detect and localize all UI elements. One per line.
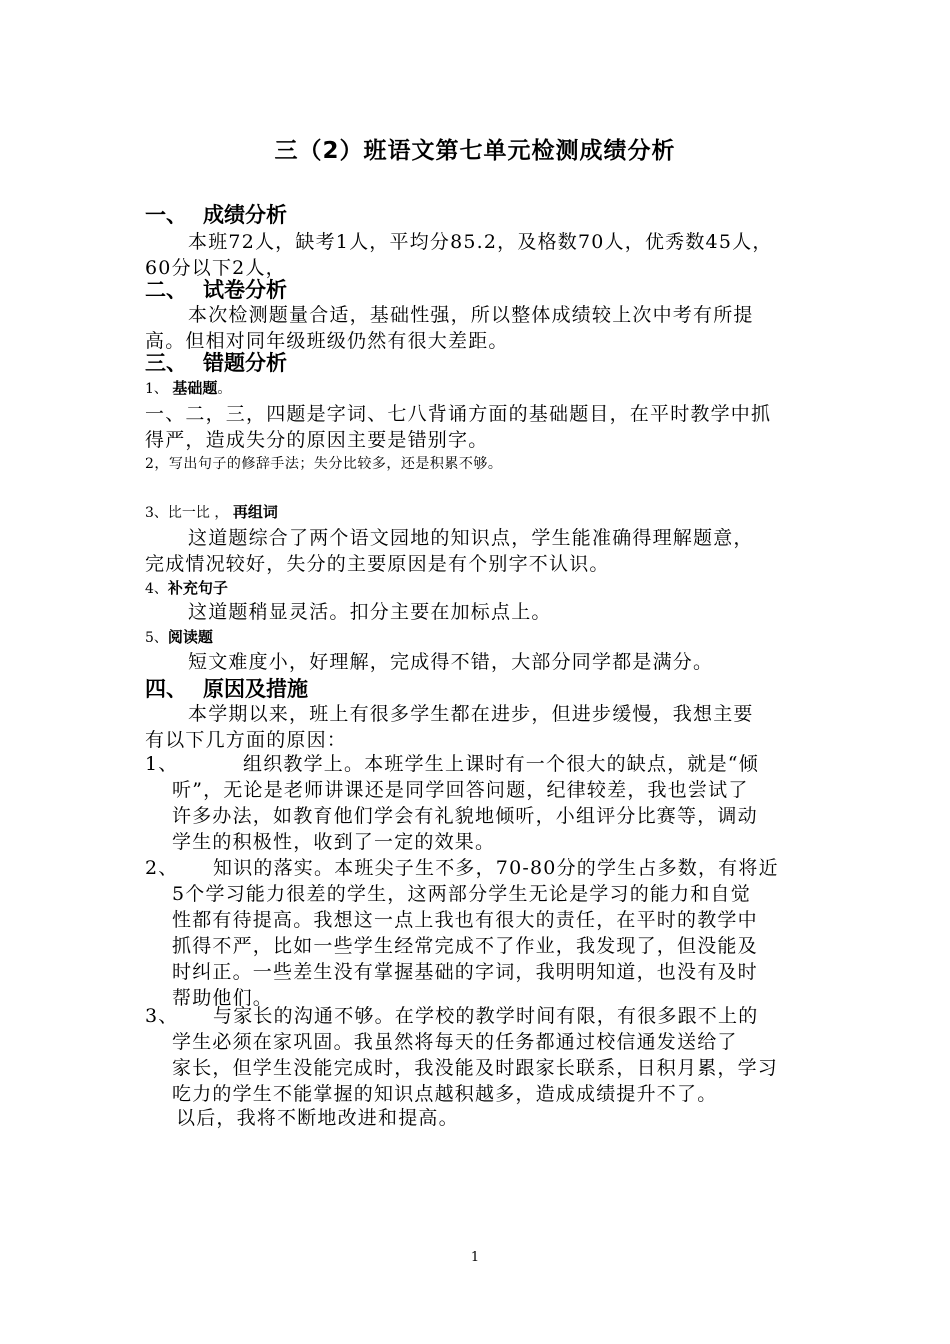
paragraph-line: 完成情况较好，失分的主要原因是有个别字不认识。 xyxy=(145,553,610,575)
item-2-line: 2，写出句子的修辞手法；失分比较多，还是积累不够。 xyxy=(145,456,503,472)
item-3-heading xyxy=(145,501,278,522)
item-5-heading xyxy=(145,626,213,647)
section-number: 二、 xyxy=(145,278,187,302)
paragraph-line: 许多办法，如教育他们学会有礼貌地倾听，小组评分比赛等，调动 xyxy=(172,805,758,827)
section-title: 原因及措施 xyxy=(203,677,308,701)
section-title: 试卷分析 xyxy=(203,278,287,302)
paragraph-line: 一、二，三，四题是字词、七八背诵方面的基础题目，在平时教学中抓 xyxy=(145,403,772,425)
paragraph-line: 听”，无论是老师讲课还是同学回答问题，纪律较差，我也尝试了 xyxy=(172,779,749,801)
closing-line: 以后，我将不断地改进和提高。 xyxy=(176,1107,459,1129)
paragraph-line: 这道题综合了两个语文园地的知识点，学生能准确得理解题意， xyxy=(188,527,754,549)
item-title: 阅读题 xyxy=(167,628,213,646)
section-number: 三、 xyxy=(145,351,187,375)
item-title: 再组词 xyxy=(232,503,278,521)
paragraph-line: 时纠正。一些差生没有掌握基础的字词，我明明知道，也没有及时 xyxy=(172,961,758,983)
paragraph-line: 吃力的学生不能掌握的知识点越积越多，造成成绩提升不了。 xyxy=(172,1083,718,1105)
item-title: 基础题 xyxy=(172,379,218,397)
item-number: 5、 xyxy=(145,630,168,646)
paragraph-line: 家长，但学生没能完成时，我没能及时跟家长联系，日积月累，学习 xyxy=(172,1057,779,1079)
list-number: 1、 xyxy=(145,753,179,775)
paragraph-line: 抓得不严，比如一些学生经常完成不了作业，我发现了，但没能及 xyxy=(172,935,758,957)
list-text: 与家长的沟通不够。在学校的教学时间有限，有很多跟不上的 xyxy=(213,1005,759,1027)
item-1-heading xyxy=(145,377,231,398)
paragraph-line: 短文难度小，好理解，完成得不错，大部分同学都是满分。 xyxy=(188,651,714,673)
section-3-heading xyxy=(145,347,287,377)
item-number: 1、 xyxy=(145,381,168,397)
paragraph-line: 本学期以来，班上有很多学生都在进步，但进步缓慢，我想主要 xyxy=(188,703,754,725)
paragraph-line: 学生必须在家巩固。我虽然将每天的任务都通过校信通发送给了 xyxy=(172,1031,738,1053)
section-number: 一、 xyxy=(145,203,187,227)
item-4-heading xyxy=(145,577,228,598)
item-number: 4、 xyxy=(145,581,168,597)
list-text: 知识的落实。本班尖子生不多，70-80分的学生占多数，有将近 xyxy=(213,857,779,879)
paragraph-line: 60分以下2人， xyxy=(145,257,286,279)
paragraph-line: 高。但相对同年级班级仍然有很大差距。 xyxy=(145,330,509,352)
item-title: 补充句子 xyxy=(167,579,228,597)
paragraph-line: 学生的积极性，收到了一定的效果。 xyxy=(172,831,496,853)
section-1-heading xyxy=(145,199,287,229)
paragraph-line: 这道题稍显灵活。扣分主要在加标点上。 xyxy=(188,601,552,623)
list-item-1-line xyxy=(145,749,759,776)
list-number: 2、 xyxy=(145,857,179,879)
list-number: 3、 xyxy=(145,1005,179,1027)
list-item-3-line xyxy=(145,1001,758,1028)
paragraph-line: 有以下几方面的原因： xyxy=(145,729,348,751)
section-title: 错题分析 xyxy=(203,351,287,375)
item-suffix: 。 xyxy=(217,381,232,397)
paragraph-line: 得严，造成失分的原因主要是错别字。 xyxy=(145,429,489,451)
page-number: 1 xyxy=(470,1250,480,1265)
paragraph-line: 本班72人，缺考1人，平均分85.2，及格数70人，优秀数45人， xyxy=(188,231,773,253)
item-number: 3、比一比 ， xyxy=(145,505,229,521)
section-number: 四、 xyxy=(145,677,187,701)
document-title: 三（2）班语文第七单元检测成绩分析 xyxy=(274,138,676,164)
section-title: 成绩分析 xyxy=(203,203,287,227)
paragraph-line: 帮助他们。 xyxy=(172,987,274,1009)
paragraph-line: 5个学习能力很差的学生，这两部分学生无论是学习的能力和自觉 xyxy=(172,883,751,905)
list-text: 组织教学上。本班学生上课时有一个很大的缺点，就是“倾 xyxy=(243,753,759,775)
paragraph-line: 性都有待提高。我想这一点上我也有很大的责任，在平时的教学中 xyxy=(172,909,758,931)
paragraph-line: 本次检测题量合适，基础性强，所以整体成绩较上次中考有所提 xyxy=(188,304,754,326)
list-item-2-line xyxy=(145,853,779,880)
